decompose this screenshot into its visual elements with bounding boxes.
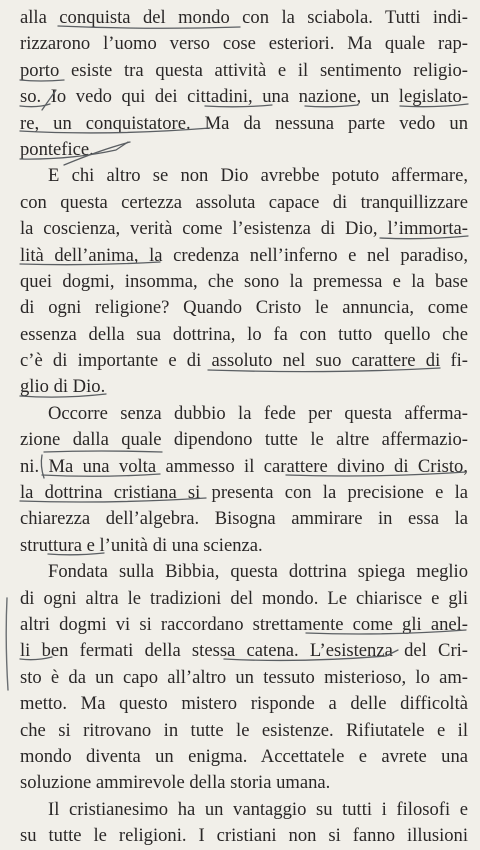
- text-line: la dottrina cristiana si presenta con la precisione e la: [20, 482, 468, 504]
- text-line: mondo diventa un enigma. Accettatele e avrete una: [20, 745, 468, 767]
- text-line: quei dogmi, insomma, che sono la premessa e la base: [20, 270, 468, 292]
- text-line: altri dogmi vi si raccordano strettamente come gli anel-: [20, 613, 468, 635]
- text-line: con questa certezza assoluta capace di tranquillizzare: [20, 191, 468, 213]
- text-line: rizzarono l’uomo verso cose esteriori. Ma quale rap-: [20, 33, 468, 55]
- text-line: E chi altro se non Dio avrebbe potuto affermare,: [48, 165, 468, 187]
- text-line: Occorre senza dubbio la fede per questa afferma-: [48, 402, 468, 424]
- text-line: re, un conquistatore. Ma da nessuna parte vedo un: [20, 112, 468, 134]
- text-line: essenza della sua dottrina, lo fa con tutto quello che: [20, 323, 468, 345]
- text-line: chiarezza dell’algebra. Bisogna ammirare in essa la: [20, 508, 468, 530]
- text-line: porto esiste tra questa attività e il sentimento religio-: [20, 59, 468, 81]
- text-line: che si ritrovano in tutte le esistenze. Rifiutatele e il: [20, 719, 468, 741]
- text-line: sto è da un capo all’altro un tessuto misterioso, lo am-: [20, 666, 468, 688]
- text-line: Il cristianesimo ha un vantaggio su tutti i filosofi e: [48, 798, 468, 820]
- text-line: Fondata sulla Bibbia, questa dottrina spiega meglio: [48, 561, 468, 583]
- text-line: su tutte le religioni. I cristiani non si fanno illusioni: [20, 825, 468, 847]
- text-line: pontefice.: [20, 138, 94, 160]
- text-line: di ogni altra le tradizioni del mondo. Le chiarisce e gli: [20, 587, 468, 609]
- text-line: la coscienza, verità come l’esistenza di Dio, l’immorta-: [20, 218, 468, 240]
- text-line: struttura e l’unità di una scienza.: [20, 534, 263, 556]
- text-line: c’è di importante e di assoluto nel suo carattere di fi-: [20, 350, 468, 372]
- text-line: glio di Dio.: [20, 376, 106, 398]
- text-line: soluzione ammirevole della storia umana.: [20, 772, 331, 794]
- margin-pencil-line: [6, 598, 8, 690]
- text-line: so. Io vedo qui dei cittadini, una nazione, un legislato-: [20, 86, 468, 108]
- text-line: metto. Ma questo mistero risponde a delle difficoltà: [20, 693, 468, 715]
- text-line: alla conquista del mondo con la sciabola. Tutti indi-: [20, 7, 468, 28]
- text-line: zione dalla quale dipendono tutte le altre affermazio-: [20, 429, 468, 451]
- text-line: li ben fermati della stessa catena. L’esistenza del Cri-: [20, 640, 468, 662]
- text-line: di ogni religione? Quando Cristo le annuncia, come: [20, 297, 468, 319]
- text-line: ni. Ma una volta ammesso il carattere divino di Cristo,: [20, 455, 468, 477]
- book-page: [20, 5, 468, 850]
- text-line: lità dell’anima, la credenza nell’inferno e nel paradiso,: [20, 244, 468, 266]
